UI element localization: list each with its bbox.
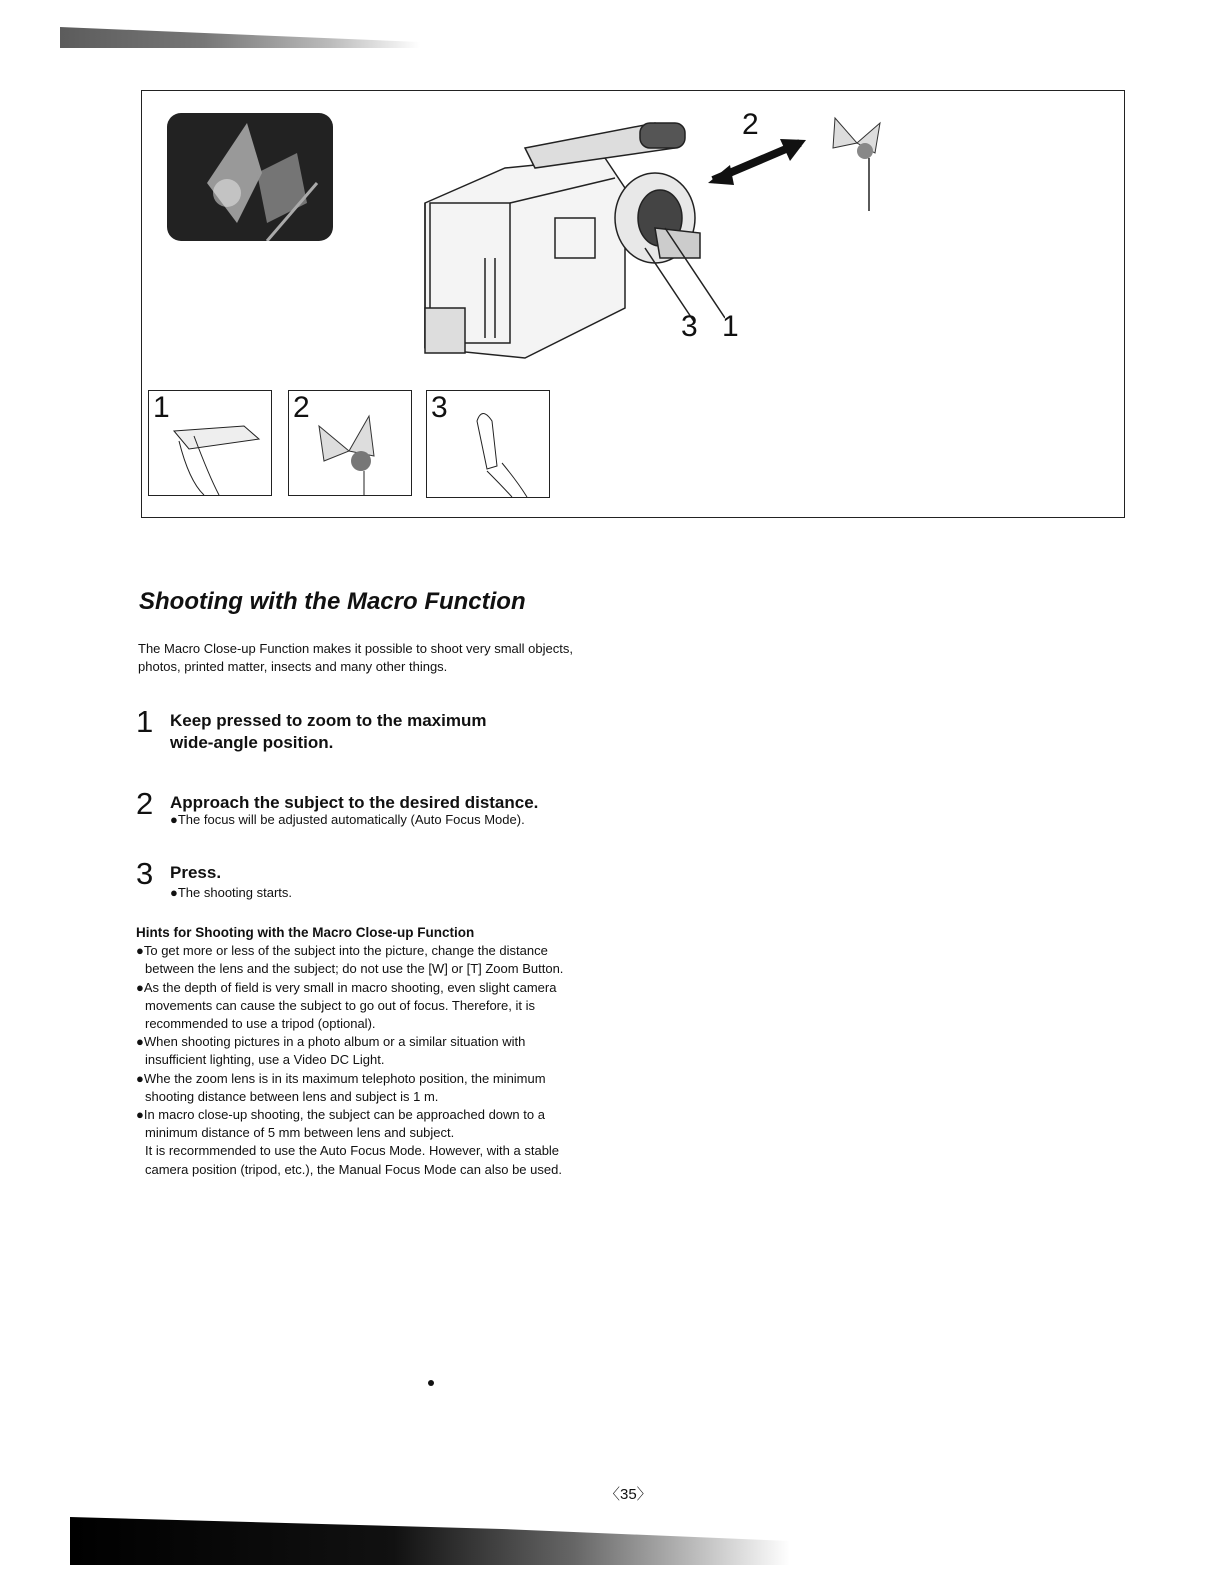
step-number: 3 [136,856,154,891]
step-heading: Approach the subject to the desired distance. [170,793,539,812]
page-number: 〈35〉 [605,1486,652,1503]
page-title: Shooting with the Macro Function [139,588,526,615]
step-box-2 [288,390,412,496]
step-number: 2 [136,786,154,821]
hint-item: ●In macro close-up shooting, the subject can be approached down to a minimum distance of 5 mm between lens and subject. [136,1107,545,1141]
hint-item: ●To get more or less of the subject into the picture, change the distance between the lens and the subject; do not use the [W] or [T] Zoom Button. [136,943,564,977]
hints-list [136,942,576,1142]
camcorder-illustration [405,108,725,378]
callout-3: 3 [681,310,698,343]
hints-heading: Hints for Shooting with the Macro Close-up Function [136,925,475,940]
step-note: ●The focus will be adjusted automatically (Auto Focus Mode). [170,812,525,827]
scan-artifact-top [60,18,420,48]
step-box-number: 2 [293,391,310,424]
butterfly-photo-icon [167,113,333,241]
step-heading: Keep pressed to zoom to the maximum wide-angle position. [170,711,487,752]
step-box-number: 3 [431,391,448,424]
hint-closing: It is recormmended to use the Auto Focus Mode. However, with a stable camera position (tripod, etc.), the Manual Focus Mode can also be used. [145,1143,562,1177]
double-arrow-icon [708,135,808,190]
hints-section [136,924,576,1179]
scan-artifact-bottom [70,1505,790,1565]
viewfinder-image [167,113,333,241]
callout-1: 1 [722,310,739,343]
butterfly-flower-icon [825,103,895,213]
hint-item: ●As the depth of field is very small in macro shooting, even slight camera movements can cause the subject to go out of focus. Therefore, it is recommended to use a tripod (optional). [136,979,557,1032]
step-number: 1 [136,704,154,739]
hint-item: ●When shooting pictures in a photo album or a similar situation with insufficient lighting, use a Video DC Light. [136,1034,526,1068]
intro-paragraph: The Macro Close-up Function makes it possible to shoot very small objects, photos, printed matter, insects and many other things. [138,641,573,674]
step-heading: Press. [170,863,222,882]
step-box-1 [148,390,272,496]
scan-dot [428,1380,434,1386]
step-box-3 [426,390,550,498]
step-box-number: 1 [153,391,170,424]
hint-item: ●Whe the zoom lens is in its maximum telephoto position, the minimum shooting distance between lens and subject is 1 m. [136,1070,546,1104]
step-note: ●The shooting starts. [170,885,293,900]
callout-2: 2 [742,108,759,141]
